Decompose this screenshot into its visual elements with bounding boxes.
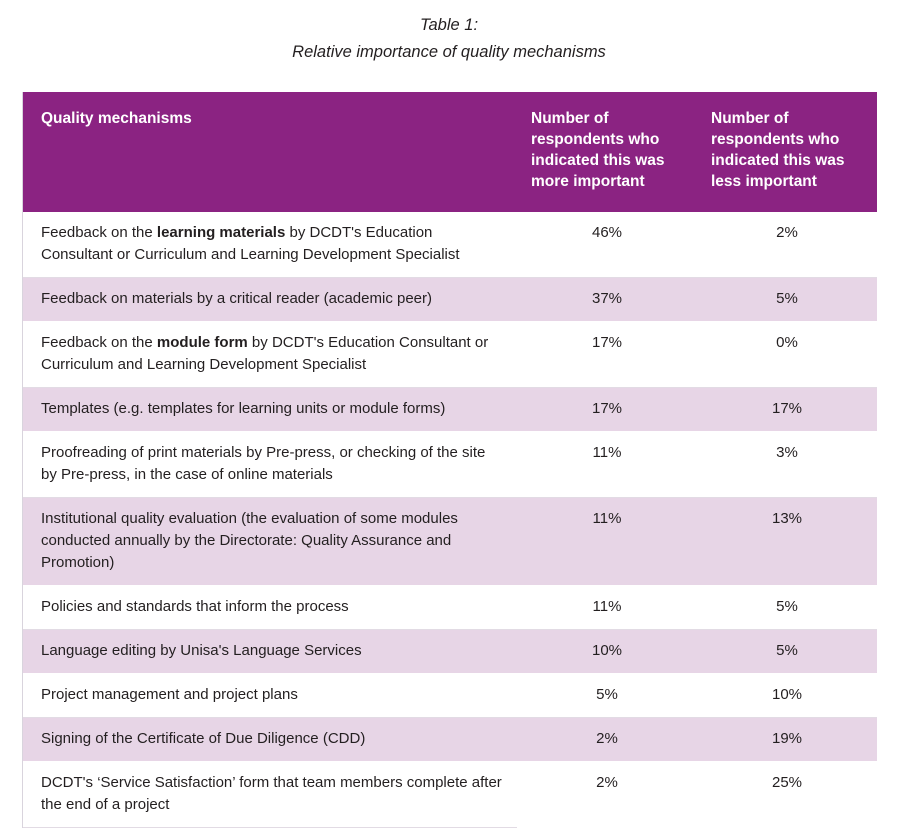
table-row [23,586,877,630]
caption-label: Table 1: [419,16,479,34]
cell-mechanism: Language editing by Unisa's Language Services [23,630,517,674]
table-row [23,278,877,322]
table-header-row [23,92,877,212]
cell-less-important: 10% [697,674,877,718]
table-container [22,92,876,828]
cell-more-important: 11% [517,432,697,498]
table-row [23,630,877,674]
cell-more-important: 11% [517,498,697,586]
cell-mechanism: Templates (e.g. templates for learning units or module forms) [23,388,517,432]
table-header [23,92,877,212]
cell-less-important: 5% [697,278,877,322]
cell-less-important: 0% [697,322,877,388]
cell-less-important: 3% [697,432,877,498]
cell-mechanism: Feedback on the learning materials by DCDT's Education Consultant or Curriculum and Learning Development Specialist [23,212,517,278]
column-header-mechanisms: Quality mechanisms [23,92,517,212]
table-caption [0,0,898,66]
cell-mechanism: Policies and standards that inform the process [23,586,517,630]
cell-mechanism: Project management and project plans [23,674,517,718]
cell-less-important: 19% [697,718,877,762]
cell-more-important: 2% [517,718,697,762]
table-row [23,498,877,586]
column-header-more-important: Number of respondents who indicated this was more important [517,92,697,212]
cell-more-important: 17% [517,322,697,388]
table-body [23,212,877,828]
cell-less-important: 13% [697,498,877,586]
table-row [23,432,877,498]
cell-mechanism: Feedback on materials by a critical reader (academic peer) [23,278,517,322]
cell-more-important: 46% [517,212,697,278]
column-header-less-important: Number of respondents who indicated this was less important [697,92,877,212]
cell-more-important: 11% [517,586,697,630]
cell-more-important: 37% [517,278,697,322]
table-row [23,718,877,762]
cell-mechanism: Feedback on the module form by DCDT's Education Consultant or Curriculum and Learning Development Specialist [23,322,517,388]
quality-mechanisms-table [23,92,877,828]
cell-more-important: 17% [517,388,697,432]
table-row [23,674,877,718]
cell-mechanism: Proofreading of print materials by Pre-press, or checking of the site by Pre-press, in the case of online materials [23,432,517,498]
table-row [23,762,877,828]
cell-more-important: 10% [517,630,697,674]
cell-less-important: 17% [697,388,877,432]
cell-less-important: 5% [697,630,877,674]
cell-mechanism: DCDT's ‘Service Satisfaction’ form that team members complete after the end of a project [23,762,517,828]
mechanism-emphasis: learning materials [156,224,286,241]
table-row [23,212,877,278]
cell-mechanism: Signing of the Certificate of Due Diligence (CDD) [23,718,517,762]
cell-mechanism: Institutional quality evaluation (the evaluation of some modules conducted annually by the Directorate: Quality Assurance and Promotion) [23,498,517,586]
cell-more-important: 5% [517,674,697,718]
table-row [23,322,877,388]
cell-less-important: 2% [697,212,877,278]
cell-less-important: 25% [697,762,877,828]
mechanism-emphasis: module form [156,334,248,351]
cell-more-important: 2% [517,762,697,828]
table-row [23,388,877,432]
cell-less-important: 5% [697,586,877,630]
caption-title: Relative importance of quality mechanisms [292,43,606,61]
